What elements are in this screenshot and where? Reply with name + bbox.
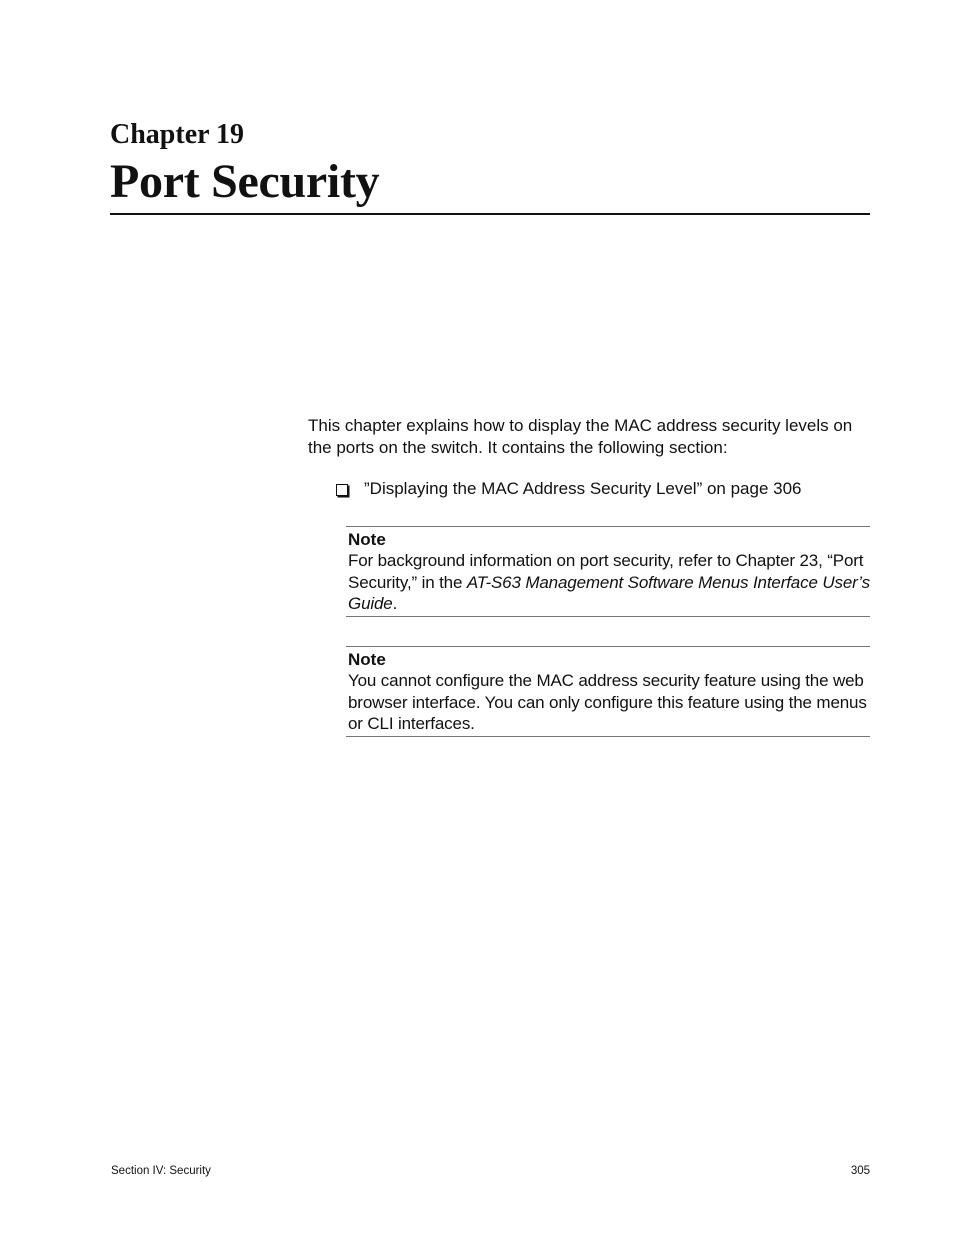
footer-section: Section IV: Security: [111, 1165, 211, 1177]
section-link[interactable]: ”Displaying the MAC Address Security Level” on page 306: [364, 479, 802, 498]
note-heading: Note: [348, 530, 386, 549]
note-text-after: .: [392, 594, 398, 613]
note-heading: Note: [348, 650, 386, 669]
note-text: [348, 550, 870, 615]
chapter-title: Port Security: [110, 155, 380, 208]
note-text: You cannot configure the MAC address security feature using the web browser interface. You can only configure this feature using the menus or CLI interfaces.: [348, 671, 867, 733]
note-box-configuration: [346, 646, 870, 737]
title-divider: [110, 213, 870, 215]
chapter-label: Chapter 19: [110, 119, 245, 150]
footer-page-number: 305: [850, 1165, 870, 1177]
list-item[interactable]: [336, 478, 802, 500]
book-title: AT-S63 Management Software Menus Interface User’s Guide: [348, 572, 870, 613]
section-list: [336, 478, 802, 500]
note-text-before: For background information on port security, refer to Chapter 23, “Port Security,” in the: [348, 551, 864, 592]
intro-paragraph: This chapter explains how to display the MAC address security levels on the ports on the switch. It contains the following section:: [308, 416, 853, 457]
checkbox-bullet-icon: [336, 484, 348, 496]
note-box-background: [346, 526, 870, 617]
